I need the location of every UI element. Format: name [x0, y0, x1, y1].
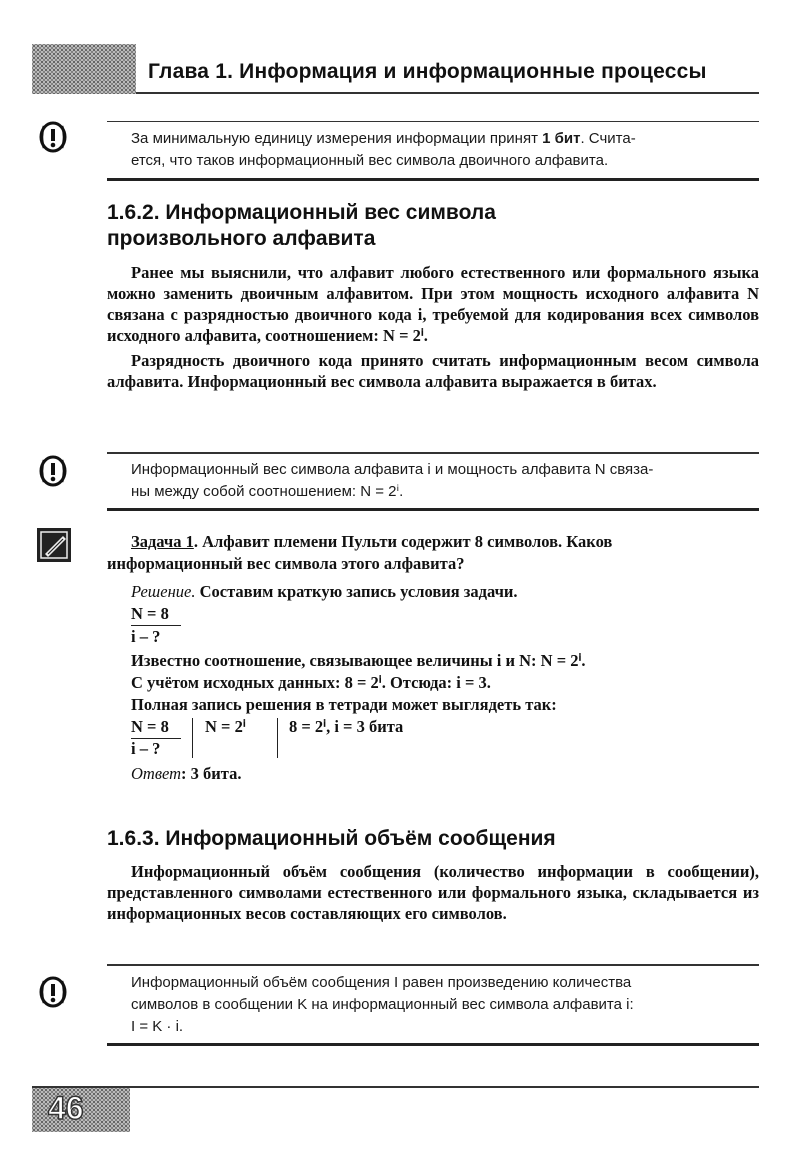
col3: 8 = 2ⁱ, i = 3 бита: [289, 717, 404, 736]
col2: N = 2ⁱ: [205, 717, 246, 736]
task1-statement: [107, 531, 759, 575]
task1-solution: [131, 581, 518, 603]
divider2: [277, 718, 278, 758]
header-decor-block: [32, 44, 136, 94]
note1-top-rule: [107, 121, 759, 122]
solution-label: Решение.: [131, 582, 196, 601]
section1-body: [107, 262, 759, 392]
note2-line2: ны между собой соотношением: N = 2ⁱ.: [131, 483, 404, 500]
given-i: i – ?: [131, 627, 161, 646]
col1-bottom: i – ?: [131, 739, 161, 758]
footer-rule: [32, 1086, 759, 1088]
note3-line2: символов в сообщении K на информационный вес символа алфавита i:: [131, 996, 634, 1013]
note3-text: [131, 972, 759, 1038]
note1-bold: 1 бит: [542, 130, 581, 147]
note3-top-rule: [107, 964, 759, 966]
exclamation-icon: [38, 975, 68, 1009]
task1-text1: . Алфавит племени Пульти содержит 8 символов. Каков: [193, 532, 613, 551]
task1-label: Задача 1: [131, 532, 194, 551]
col1-top: N = 8: [131, 716, 181, 739]
divider1: [192, 718, 193, 758]
note2-text: [131, 459, 759, 503]
note3-line1: Информационный объём сообщения I равен произведению количества: [131, 974, 632, 991]
heading-line1: 1.6.2. Информационный вес символа: [107, 201, 496, 224]
exclamation-icon: [38, 120, 68, 154]
section-1-6-3-heading: 1.6.3. Информационный объём сообщения: [107, 827, 556, 850]
full-record-line: Полная запись решения в тетради может выглядеть так:: [131, 695, 557, 714]
solution-text: Составим краткую запись условия задачи.: [195, 582, 518, 601]
section2-body: [107, 861, 759, 924]
section2-paragraph: [107, 861, 759, 924]
note1-text: [131, 128, 759, 172]
note2-top-rule: [107, 452, 759, 454]
note3-line3: I = K · i.: [131, 1018, 184, 1035]
note2-bottom-rule: [107, 508, 759, 511]
solution-table: [131, 716, 491, 762]
section2-rest: сообщения (количество информации в сообщении), представленного символами естественного или формального языка, складывается из информационных весов составляющих его символов.: [107, 862, 760, 923]
note2-line1: Информационный вес символа алфавита i и мощность алфавита N связа-: [131, 461, 654, 478]
note3-bottom-rule: [107, 1043, 759, 1046]
answer-text: : 3 бита.: [181, 764, 242, 783]
heading-line2: произвольного алфавита: [107, 227, 376, 250]
page-number: 46: [48, 1090, 84, 1126]
given-block: [131, 603, 191, 648]
note1-bottom-rule: [107, 178, 759, 181]
section1-paragraph1: Ранее мы выяснили, что алфавит любого естественного или формального языка можно заменить двоичным алфавитом. При этом мощность исходного алфавита N связана с разрядностью двоичного кода i, требуемой для кодирования всех символов исходного алфавита, соотношением: N = 2ⁱ.: [107, 263, 759, 345]
relation-line: Известно соотношение, связывающее величины i и N: N = 2ⁱ.: [131, 651, 586, 670]
note1-line2: ется, что таков информационный вес символа двоичного алфавита.: [131, 152, 609, 169]
section2-bold-term: Информационный объём: [131, 862, 328, 881]
section1-paragraph2: Разрядность двоичного кода принято считать информационным весом символа алфавита. Информационный вес символа алфавита выражается в битах.: [107, 351, 759, 391]
task1-text2: информационный вес символа этого алфавита?: [107, 554, 465, 573]
header-rule: [136, 92, 759, 94]
given-n: N = 8: [131, 603, 181, 626]
chapter-title: Глава 1. Информация и информационные процессы: [148, 60, 707, 83]
note1-line1a: За минимальную единицу измерения информации принят: [131, 130, 543, 147]
exclamation-icon: [38, 454, 68, 488]
data-line: С учётом исходных данных: 8 = 2ⁱ. Отсюда: i = 3.: [131, 673, 491, 692]
note1-line1c: . Счита-: [580, 130, 636, 147]
section-1-6-2-heading: [107, 200, 496, 252]
pencil-task-icon: [36, 527, 72, 563]
answer-line: [131, 763, 241, 785]
answer-label: Ответ: [131, 764, 182, 783]
